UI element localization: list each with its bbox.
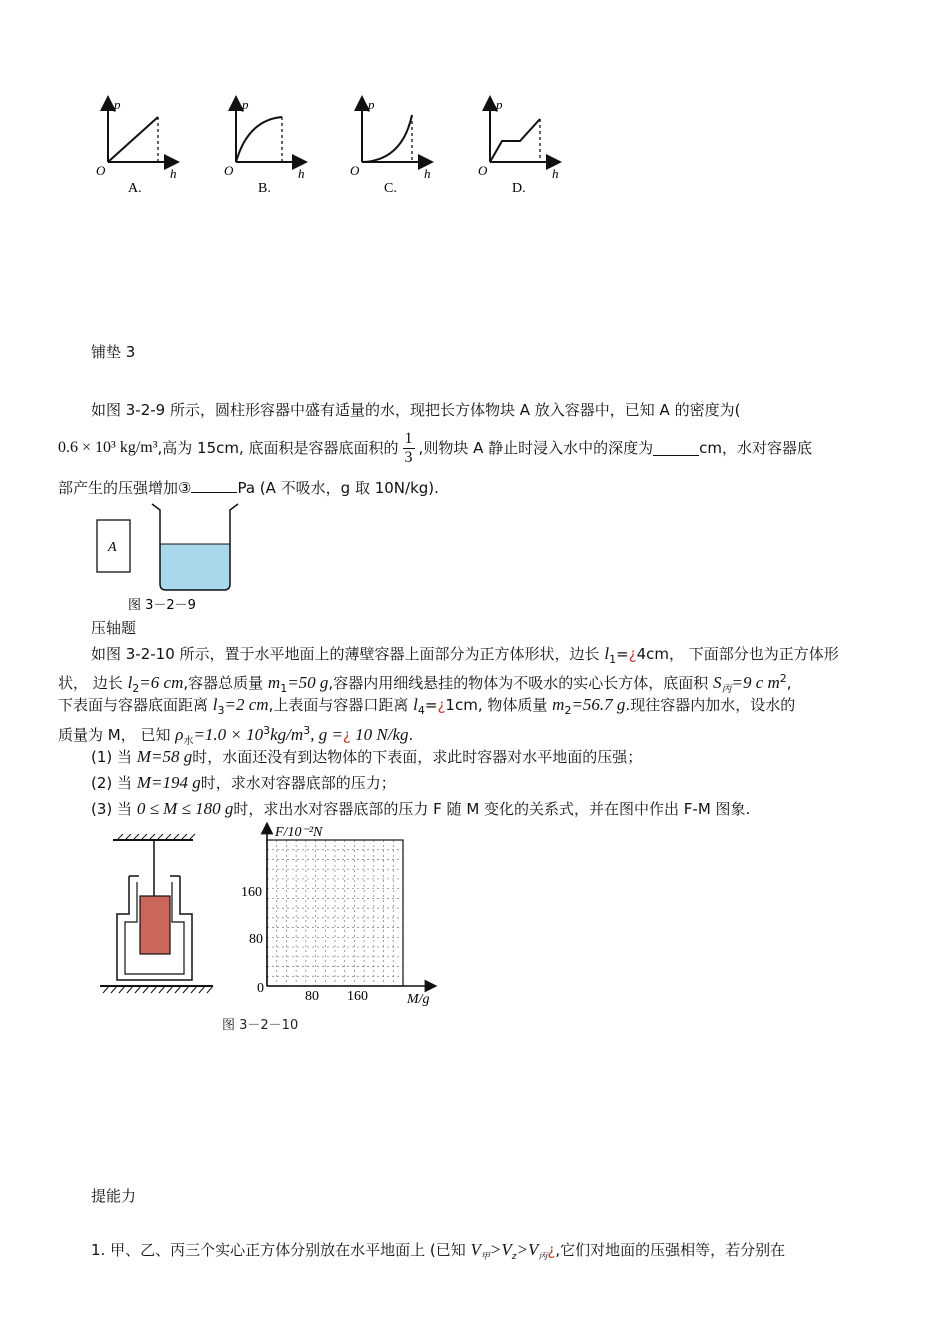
graph-grid [267, 840, 403, 986]
option-d-label: D. [512, 181, 526, 196]
l3-value: =2 cm [224, 695, 269, 714]
hard-line1-text: 如图 3-2-10 所示，置于水平地面上的薄壁容器上面部分为正方体形状，边长 [91, 645, 600, 663]
hanging-object [140, 896, 170, 954]
gt: > [489, 1240, 502, 1259]
axis-p-label: p [242, 97, 249, 112]
sec3-unit-text: cm，水对容器底 [699, 439, 812, 457]
y-tick-80: 80 [249, 932, 263, 947]
blank-pressure[interactable] [191, 478, 237, 493]
sec3-line2 [58, 428, 812, 468]
graph-y-label: F/10⁻²N [275, 825, 323, 840]
unit-kgm: kg/m [270, 725, 304, 744]
m2-value: =56.7 g [571, 695, 626, 714]
option-graphs [90, 95, 580, 200]
s-value: =9 c m [731, 673, 780, 692]
sub-water: 水 [183, 736, 194, 747]
graph-d[interactable] [478, 97, 559, 196]
axis-p-label: p [114, 97, 121, 112]
ability-question-1 [91, 1240, 785, 1267]
question-1 [91, 747, 642, 767]
section-title-yazhou: 压轴题 [91, 619, 137, 637]
sub-m2: 2 [564, 704, 572, 717]
axis-h-label: h [298, 166, 305, 181]
sup-2: 2 [779, 672, 787, 685]
q2-value: =194 g [150, 773, 201, 792]
sec3-line3 [58, 478, 439, 498]
origin-label: O [96, 163, 106, 178]
var-V: V [527, 1240, 539, 1259]
var-V: V [470, 1240, 481, 1259]
fraction-denominator: 3 [404, 448, 413, 466]
var-l1: l [604, 644, 610, 663]
q1-text: 时，水面还没有到达物体的下表面，求此时容器对水平地面的压强； [192, 748, 643, 766]
graph-x-label: M/g [407, 992, 430, 1007]
var-m1: m [267, 673, 281, 692]
sec3-line3a: 部产生的压强增加③ [58, 479, 192, 497]
option-c-label: C. [384, 181, 397, 196]
hard-line1-rest: 4cm， 下面部分也为正方体形 [636, 645, 839, 663]
sub-m1: 1 [280, 682, 288, 695]
garbled-char: ¿ [437, 696, 446, 714]
block-a-label: A [108, 540, 117, 555]
var-s: S [712, 673, 722, 692]
sec3-line1: 如图 3-2-9 所示，圆柱形容器中盛有适量的水，现把长方体物块 A 放入容器中，已知 A 的密度为( [91, 401, 741, 419]
eq: = [616, 645, 629, 663]
garbled-char: ¿ [342, 726, 351, 744]
hard-line2-b: ,容器总质量 [183, 674, 264, 692]
period: . [408, 726, 414, 744]
var-M: M [136, 747, 151, 766]
section-title-tinengli: 提能力 [91, 1187, 137, 1205]
q3-prefix: (3) 当 [91, 800, 133, 818]
comma: , [786, 674, 792, 692]
var-l4: l [413, 695, 418, 714]
q3-range: 0 ≤ M ≤ 180 g [136, 799, 234, 818]
sec3-mid-text: ,高为 15cm, 底面积是容器底面积的 [157, 439, 399, 457]
sup-3: 3 [303, 724, 311, 737]
axis-h-label: h [170, 166, 177, 181]
var-m2: m [552, 695, 565, 714]
y-tick-160: 160 [241, 885, 262, 900]
var-V: V [501, 1240, 512, 1259]
section-title-pudian3: 铺垫 3 [91, 343, 136, 361]
q3-text: 时，求出水对容器底部的压力 F 随 M 变化的关系式，并在图中作出 F-M 图象. [233, 800, 751, 818]
fig-3-2-9-caption: 图 3－2－9 [128, 598, 196, 613]
hard-line2-a: 状， 边长 [58, 674, 123, 692]
q1-prefix: (1) 当 [91, 748, 133, 766]
graph-a[interactable] [96, 97, 177, 196]
x-tick-160: 160 [347, 989, 368, 1004]
sub-jia: 甲 [480, 1252, 490, 1262]
graph-b[interactable] [224, 97, 305, 196]
sub-2: 2 [132, 682, 140, 695]
hard-line3-a: 下表面与容器底面距离 [58, 696, 209, 714]
figure-3-2-10-apparatus [95, 830, 225, 1000]
hard-line3-c: 1cm, 物体质量 [445, 696, 548, 714]
sec3-line3b: Pa (A 不吸水，g 取 10N/kg). [237, 479, 439, 497]
hard-line1 [91, 644, 839, 670]
axis-p-label: p [368, 97, 375, 112]
sub-4: 4 [417, 704, 425, 717]
graph-c[interactable] [350, 97, 431, 196]
ability-q1-a: 1. 甲、乙、丙三个实心正方体分别放在水平地面上 (已知 [91, 1241, 466, 1259]
hard-line3 [58, 695, 795, 721]
sub-1: 1 [609, 653, 617, 666]
garbled-char: ¿ [628, 645, 637, 663]
option-a-label: A. [128, 181, 142, 196]
hard-line3-d: .现往容器内加水，设水的 [625, 696, 796, 714]
question-2 [91, 773, 396, 793]
q1-value: =58 g [150, 747, 193, 766]
figure-3-2-10-graph[interactable] [235, 822, 445, 1007]
x-tick-80: 80 [305, 989, 319, 1004]
figure-3-2-9 [90, 500, 250, 618]
hard-line2-c: ,容器内用细线悬挂的物体为不吸水的实心长方体，底面积 [328, 674, 709, 692]
var-l3: l [212, 695, 218, 714]
origin-label: O [478, 163, 488, 178]
fraction [403, 430, 415, 467]
fraction-numerator: 1 [404, 429, 413, 447]
axis-h-label: h [424, 166, 431, 181]
beaker-water [160, 544, 230, 590]
sub-yi: z [511, 1252, 517, 1262]
sup-3: 3 [263, 724, 271, 737]
density-value: 0.6 × 10³ kg/m³ [58, 439, 158, 456]
question-3 [91, 799, 750, 819]
q2-prefix: (2) 当 [91, 774, 133, 792]
blank-depth[interactable] [653, 441, 699, 456]
sub-s: 丙 [721, 684, 732, 695]
axis-h-label: h [552, 166, 559, 181]
var-M: M [136, 773, 151, 792]
origin-label: O [350, 163, 360, 178]
sub-bing: 丙 [538, 1252, 548, 1262]
fig-3-2-10-caption: 图 3－2－10 [222, 1018, 299, 1033]
q2-text: 时，求水对容器底部的压力； [200, 774, 396, 792]
sec3-mid2-text: ,则物块 A 静止时浸入水中的深度为 [418, 439, 654, 457]
origin-label: O [224, 163, 234, 178]
sub-3: 3 [217, 704, 225, 717]
rho-value: =1.0 × 10 [193, 725, 264, 744]
eq: = [424, 696, 438, 714]
gt: > [516, 1240, 528, 1259]
y-tick-0: 0 [257, 981, 264, 996]
var-rho: ρ [175, 725, 184, 744]
var-g: , g = [310, 725, 343, 744]
hard-line4-a: 质量为 M， 已知 [58, 726, 171, 744]
var-l2: l [127, 673, 133, 692]
g-value: 10 N/kg [350, 725, 409, 744]
hard-line3-b: ,上表面与容器口距离 [268, 696, 409, 714]
ability-q1-b: ,它们对地面的压强相等，若分别在 [555, 1241, 786, 1259]
axis-p-label: p [496, 97, 503, 112]
option-b-label: B. [258, 181, 271, 196]
garbled-char: ¿ [547, 1241, 556, 1259]
m1-value: =50 g [287, 673, 329, 692]
l2-value: =6 cm [139, 673, 184, 692]
